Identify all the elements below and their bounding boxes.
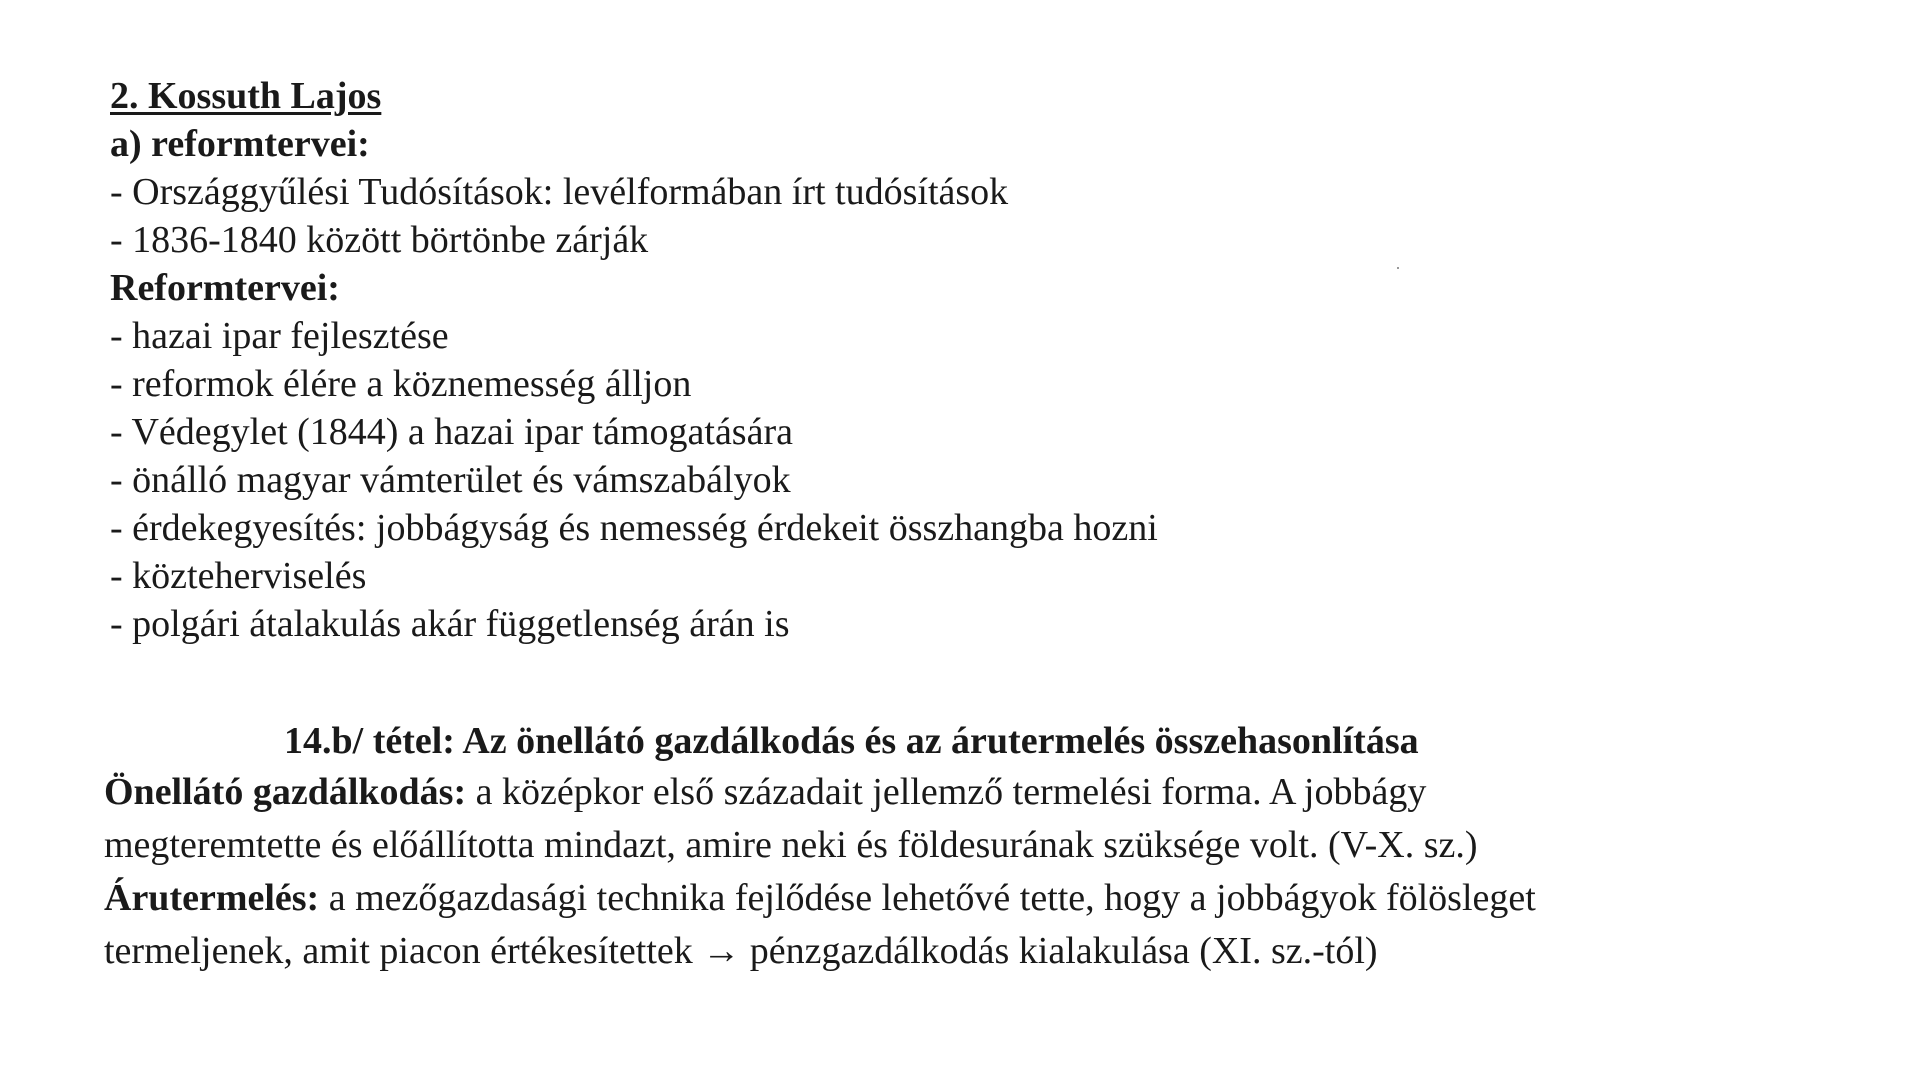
arutermeles-term: Árutermelés: xyxy=(104,877,320,919)
arutermeles-paragraph-cont: termeljenek, amit piacon értékesítettek → pénzgazdálkodás kialakulása (XI. sz.-tól) xyxy=(104,930,1378,972)
scan-speck xyxy=(1397,267,1399,269)
reform-item: - érdekegyesítés: jobbágyság és nemesség érdekeit összhangba hozni xyxy=(110,507,1158,549)
tetel-section xyxy=(104,716,1864,978)
reform-item: - Védegylet (1844) a hazai ipar támogatására xyxy=(110,411,793,453)
onellato-paragraph-cont: megteremtette és előállította mindazt, amire neki és földesurának szüksége volt. (V-X. sz.) xyxy=(104,824,1478,866)
onellato-paragraph xyxy=(104,766,1864,819)
arutermeles-paragraph xyxy=(104,872,1864,925)
kossuth-section xyxy=(110,72,1810,648)
intro-item: - Országgyűlési Tudósítások: levélformában írt tudósítások xyxy=(110,171,1009,213)
reform-item: - önálló magyar vámterület és vámszabályok xyxy=(110,459,791,501)
reform-heading: Reformtervei: xyxy=(110,267,340,309)
reform-item: - hazai ipar fejlesztése xyxy=(110,315,449,357)
reform-item: - közteherviselés xyxy=(110,555,367,597)
reform-item: - reformok élére a köznemesség álljon xyxy=(110,363,692,405)
intro-item: - 1836-1840 között börtönbe zárják xyxy=(110,219,649,261)
kossuth-heading: 2. Kossuth Lajos xyxy=(110,75,382,117)
reformtervei-subheading: a) reformtervei: xyxy=(110,123,370,165)
arutermeles-text: a mezőgazdasági technika fejlődése lehetővé tette, hogy a jobbágyok fölösleget xyxy=(319,877,1536,919)
reform-item: - polgári átalakulás akár függetlenség árán is xyxy=(110,603,790,645)
tetel-title: 14.b/ tétel: Az önellátó gazdálkodás és az árutermelés összehasonlítása xyxy=(284,720,1419,762)
onellato-text: a középkor első századait jellemző termelési forma. A jobbágy xyxy=(466,771,1427,813)
onellato-term: Önellátó gazdálkodás: xyxy=(104,771,467,813)
